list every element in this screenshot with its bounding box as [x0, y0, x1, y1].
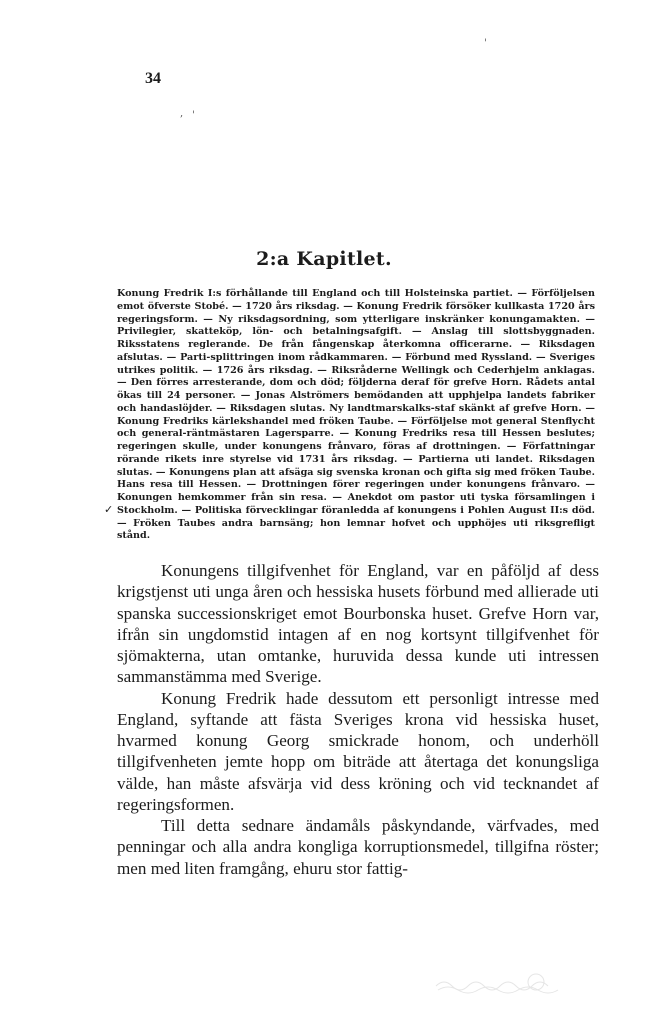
page-number: 34 [145, 70, 161, 87]
chapter-summary: Konung Fredrik I:s förhållande till England och till Holsteinska partiet. — Förföljelsen emot öfverste Stobé. — 1720 års riksdag. — Konung Fredrik försöker kullkasta 1720 års regeringsform. — Ny riksdagsordning, som ytterligare inskränker konungamakten. — Privilegier, skatteköp, lön- och betalningsafgift. — Anslag till slottsbyggnaden. Riksstatens reglerande. De från fångenskap återkomna officerarne. — Riksdagen afslutas. — Parti-splittringen inom rådkammaren. — Förbund med Ryssland. — Sveriges utrikes politik. — 1726 års riksdag. — Riksråderne Wellingk och Cederhjelm anklagas. — Den förres arresterande, dom och död; följderna deraf för grefve Horn. Rådets antal ökas till 24 personer. — Jonas Alströmers bemödanden att upphjelpa landets fabriker och handaslöjder. — Riksdagen slutas. Ny landtmarskalks-staf skänkt af grefve Horn. — Konung Fredriks kärlekshandel med fröken Taube. — Förföljelse mot general Stenflycht och general-räntmästaren Lagersparre. — Konung Fredriks resa till Hessen beslutes; regeringen skulle, under konungens frånvaro, föras af drottningen. — Författningar rörande rikets inre styrelse vid 1731 års riksdag. — Partierna uti landet. Riksdagen slutas. — Konungens plan att afsäga sig svenska kronan och gifta sig med fröken Taube. Hans resa till Hessen. — Drottningen förer regeringen under konungens frånvaro. — Konungen hemkommer från sin resa. — Anekdot om pastor uti tyska församlingen i Stockholm. — Politiska förvecklingar föranledda af konungens i Pohlen August II:s död. — Fröken Taubes andra barnsäng; hon lemnar hofvet och upphöjes uti riksgrefligt stånd. [117, 288, 595, 542]
body-paragraph: Konung Fredrik hade dessutom ett personligt intresse med England, syftande att fästa Sveriges krona vid hessiska huset, hvarmed konung Georg smickrade honom, och underhöll tillgifvenheten jemte hopp om biträde att återtaga det konungsliga välde, han måste afsvärja vid dess kröning och vid tecknandet af regeringsformen. [117, 688, 599, 814]
body-paragraph: Till detta sednare ändamåls påskyndande, värfvades, med penningar och alla andra kongliga korruptionsmedel, tillgifna röster; men med liten framgång, ehuru stor fattig- [117, 816, 599, 878]
margin-mark-icon: ✓ [104, 503, 114, 516]
stray-mark-upper-left-2: ' [192, 110, 195, 121]
stray-mark-upper-left: , [180, 108, 184, 119]
stray-mark-top: ' [484, 38, 487, 49]
body-paragraph: Konungens tillgifvenhet för England, var en påföljd af dess krigstjenst uti unga åren och hessiska husets förbund med allierade uti spanska successionskriget emot Bourbonska huset. Grefve Horn var, ifrån sin ungdomstid intagen af en nog kortsynt tillgifvenhet för sjömakterna, utan omtanke, huruvida dessa kunde uti intressen sammanstämma med Sverige. [117, 561, 599, 687]
body-text [117, 560, 599, 879]
faint-library-stamp-icon [432, 970, 562, 998]
chapter-title: 2:a Kapitlet. [256, 248, 392, 270]
